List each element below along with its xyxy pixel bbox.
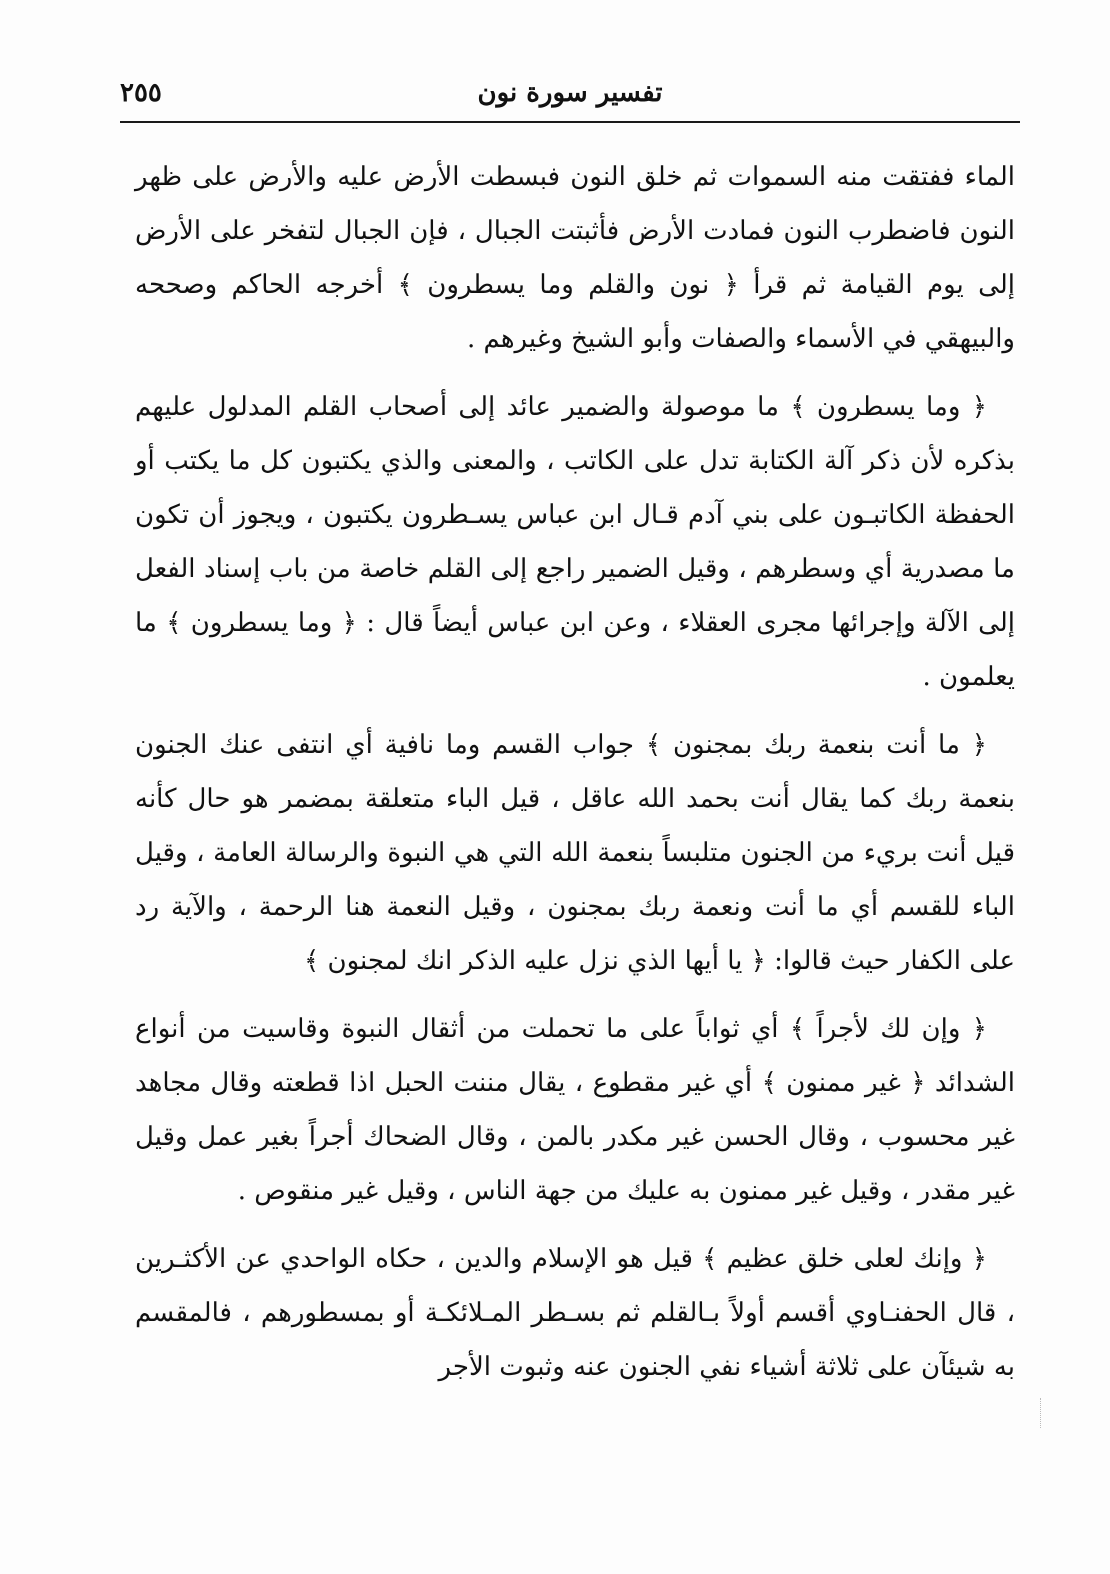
body-text xyxy=(135,150,1015,1408)
page-header xyxy=(120,70,1020,120)
paragraph-3: ﴿ ما أنت بنعمة ربك بمجنون ﴾ جواب القسم وما نافية أي انتفى عنك الجنون بنعمة ربك كما يقال أنت بحمد الله عاقل ، قيل الباء متعلقة بمضمر هو حال كأنه قيل أنت بريء من الجنون متلبساً بنعمة الله التي هي النبوة والرسالة العامة ، وقيل الباء للقسم أي ما أنت ونعمة ربك بمجنون ، وقيل النعمة هنا الرحمة ، والآية رد على الكفار حيث قالوا: ﴿ يا أيها الذي نزل عليه الذكر انك لمجنون ﴾ xyxy=(135,730,1015,976)
header-divider xyxy=(120,121,1020,123)
paragraph-1: الماء ففتقت منه السموات ثم خلق النون فبسطت الأرض عليه والأرض على ظهر النون فاضطرب النون فمادت الأرض فأثبتت الجبال ، فإن الجبال لتفخر على الأرض إلى يوم القيامة ثم قرأ ﴿ نون والقلم وما يسطرون ﴾ أخرجه الحاكم وصححه والبيهقي في الأسماء والصفات وأبو الشيخ وغيرهم . xyxy=(135,162,1015,354)
paragraph-4: ﴿ وإن لك لأجراً ﴾ أي ثواباً على ما تحملت من أثقال النبوة وقاسيت من أنواع الشدائد ﴿ غير ممنون ﴾ أي غير مقطوع ، يقال مننت الحبل اذا قطعته وقال مجاهد غير محسوب ، وقال الحسن غير مكدر بالمن ، وقال الضحاك أجراً بغير عمل وقيل غير مقدر ، وقيل غير ممنون به عليك من جهة الناس ، وقيل غير منقوص . xyxy=(135,1014,1016,1206)
paragraph-2: ﴿ وما يسطرون ﴾ ما موصولة والضمير عائد إلى أصحاب القلم المدلول عليهم بذكره لأن ذكر آلة الكتابة تدل على الكاتب ، والمعنى والذي يكتبون كل ما يكتب أو الحفظة الكاتبـون على بني آدم قـال ابن عباس يسـطرون يكتبون ، ويجوز أن تكون ما مصدرية أي وسطرهم ، وقيل الضمير راجع إلى القلم خاصة من باب إسناد الفعل إلى الآلة وإجرائها مجرى العقلاء ، وعن ابن عباس أيضاً قال : ﴿ وما يسطرون ﴾ ما يعلمون . xyxy=(135,392,1015,692)
margin-artifact xyxy=(1040,1398,1049,1428)
running-title: تفسير سورة نون xyxy=(477,78,663,108)
paragraph-5: ﴿ وإنك لعلى خلق عظيم ﴾ قيل هو الإسلام والدين ، حكاه الواحدي عن الأكثـرين ، قال الحفنـاوي أقسم أولاً بـالقلم ثم بسـطر المـلائكـة أو بمسطورهم ، فالمقسم به شيئآن على ثلاثة أشياء نفي الجنون عنه وثبوت الأجر xyxy=(135,1244,1015,1382)
page-number: ٢٥٥ xyxy=(120,78,162,108)
